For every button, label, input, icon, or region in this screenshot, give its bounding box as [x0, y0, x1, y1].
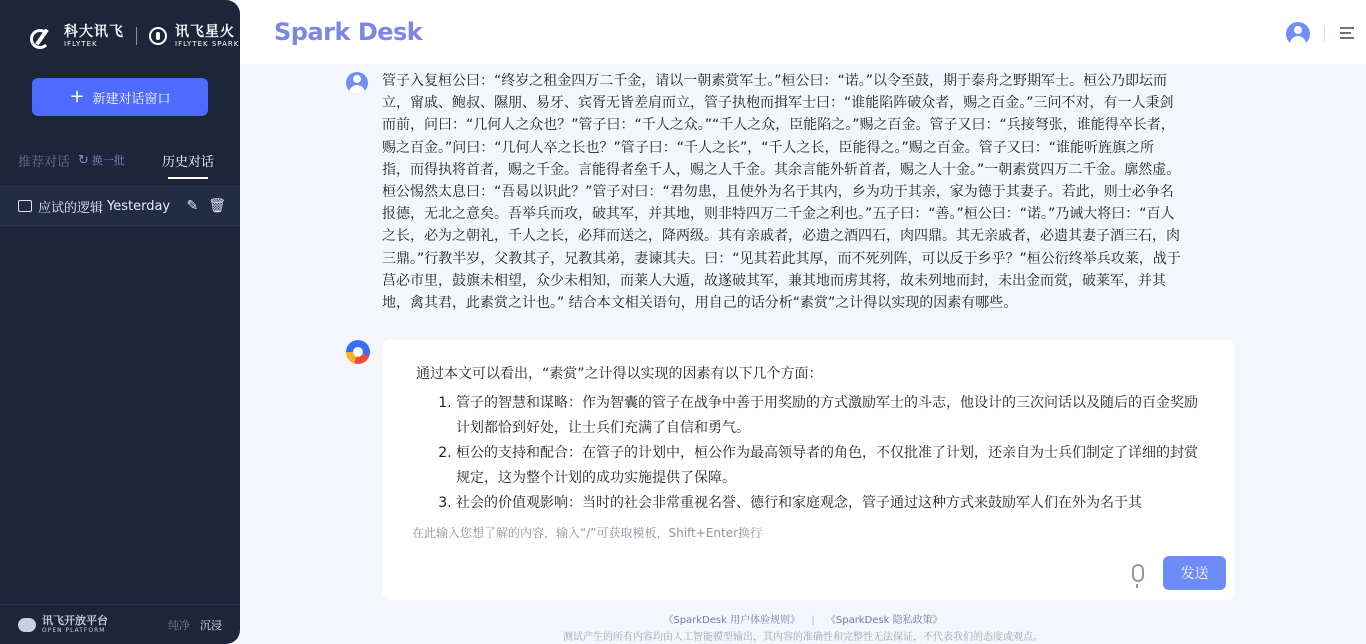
bot-answer-card [382, 340, 1235, 600]
history-item-title: 应试的逻辑 [38, 200, 104, 216]
answer-point: 1. 管子的智慧和谋略：作为智囊的管子在战争中善于用奖励的方式激励军士的斗志，他设计的三次问话以及随后的百金奖励计划都恰到好处，让士兵们充满了自信和勇气。 [456, 391, 1206, 441]
open-platform-icon [18, 618, 36, 632]
answer-list [456, 391, 1206, 516]
spark-logo: 讯飞星火 IFLYTEK SPARK [175, 23, 240, 48]
brand-logos [30, 22, 239, 50]
experience-rules-link[interactable]: 《SparkDesk 用户体验规则》 [663, 615, 801, 626]
refresh-button[interactable] [78, 152, 125, 168]
mode-immersive[interactable]: 沉浸 [200, 618, 222, 632]
answer-intro: 通过本文可以看出，“素赏”之计得以实现的因素有以下几个方面： [416, 366, 823, 382]
answer-point: 3. 社会的价值观影响：当时的社会非常重视名誉、德行和家庭观念，管子通过这种方式来鼓励军人们在外为名于其 [456, 491, 1206, 516]
history-item-time: Yesterday [107, 198, 171, 214]
open-platform-logo[interactable]: 讯飞开放平台 OPEN PLATFORM [18, 615, 108, 634]
message-input-area[interactable] [382, 518, 1235, 600]
footer-link-separator: | [811, 615, 815, 626]
plus-icon: + [69, 86, 85, 107]
answer-point: 2. 桓公的支持和配合：在管子的计划中，桓公作为最高领导者的角色，不仅批准了计划，还亲自为士兵们制定了详细的封赏规定，这为整个计划的成功实施提供了保障。 [456, 441, 1206, 491]
trash-icon[interactable]: 🗑 [208, 198, 226, 214]
refresh-icon: ↻ [78, 152, 89, 168]
bot-answer [416, 362, 1206, 516]
refresh-label: 换一批 [91, 154, 125, 167]
iflytek-logo-icon [30, 26, 56, 46]
view-modes [168, 617, 222, 633]
privacy-policy-link[interactable]: 《SparkDesk 隐私政策》 [825, 615, 943, 626]
user-avatar-icon[interactable] [1286, 22, 1310, 46]
sidebar-footer [0, 604, 240, 644]
iflytek-logo: 科大讯飞 IFLYTEK [64, 23, 124, 48]
send-button[interactable]: 发送 [1163, 556, 1226, 590]
brand-title: Spark Desk [274, 18, 423, 46]
tab-history[interactable]: 历史对话 [162, 151, 214, 170]
history-item-actions [186, 198, 226, 214]
message-input[interactable]: 在此输入您想了解的内容，输入“/”可获取模板，Shift+Enter换行 [412, 526, 763, 540]
spark-logo-icon [149, 27, 167, 45]
new-chat-button[interactable] [32, 78, 208, 116]
menu-icon[interactable] [1340, 27, 1356, 40]
header-divider [1324, 27, 1325, 41]
new-chat-label: 新建对话窗口 [92, 91, 171, 107]
sidebar [0, 0, 240, 644]
history-item[interactable] [0, 186, 240, 226]
microphone-icon[interactable] [1132, 564, 1144, 582]
user-question: 管子入复桓公曰：“终岁之租金四万二千金，请以一朝素赏军士。”桓公曰：“诺。”以令至鼓，期于泰舟之野期军士。桓公乃即坛而立，甯戚、鲍叔、隰朋、易牙、宾胥无皆差肩而立，管子执枹而揖军士曰：“谁能陷阵破众者，赐之百金。”三问不对，有一人秉剑而前，问曰：“几何人之众也？”管子曰：“千人之众。”“千人之众，臣能陷之。”赐之百金。管子又曰：“兵接弩张，谁能得卒长者，赐之百金。”问曰：“几何人卒之长也？”管子曰：“千人之长”，“千人之长，臣能得之。”赐之百金。管子又曰：“谁能听旌旗之所指，而得执将首者，赐之千金。言能得者垒千人，赐之人千金。其余言能外斩首者，赐之人十金。”一朝素赏四万二千金。廓然虚。桓公惕然太息曰：“吾曷以识此？”管子对曰：“君勿患，且使外为名于其内，乡为功于其亲，家为德于其妻子。若此，则士必争名报德，无北之意矣。吾举兵而攻，破其军，并其地，则非特四万二千金之利也。”五子曰：“善。”桓公曰：“诺。”乃诫大将曰：“百人之长，必为之朝礼，千人之长，必拜而送之，降两级。其有亲戚者，必遗之酒四石，肉四鼎。其无亲戚者，必遗其妻子酒三石，肉三鼎。”行教半岁，父教其子，兄教其弟，妻谏其夫。曰：“见其若此其厚，而不死列阵，可以反于乡乎？”桓公衍终举兵攻莱，战于莒必市里，鼓旗未相望，众少未相知，而莱人大遁，故遂破其军，兼其地而虏其将，故未列地而封，未出金而赏，破莱军，并其地，禽其君，此素赏之计也。” 结合本文相关语句，用自己的话分析“素赏”之计得以实现的因素有哪些。 [382, 73, 1181, 312]
mode-plain[interactable]: 纯净 [168, 618, 190, 632]
spark-bot-avatar-icon [346, 340, 370, 364]
edit-icon[interactable]: ✎ [186, 198, 199, 214]
user-message-avatar-icon [346, 72, 368, 94]
disclaimer-note: 测试产生的所有内容均由人工智能模型输出，其内容的准确性和完整性无法保证，不代表我们的态度或观点。 [563, 632, 1043, 643]
tab-recommended[interactable]: 推荐对话 [18, 154, 71, 170]
top-header [240, 0, 1366, 64]
chat-bubble-icon [18, 200, 32, 212]
sidebar-tabs [18, 146, 224, 174]
footer-links [240, 611, 1366, 626]
logo-divider [136, 27, 137, 45]
